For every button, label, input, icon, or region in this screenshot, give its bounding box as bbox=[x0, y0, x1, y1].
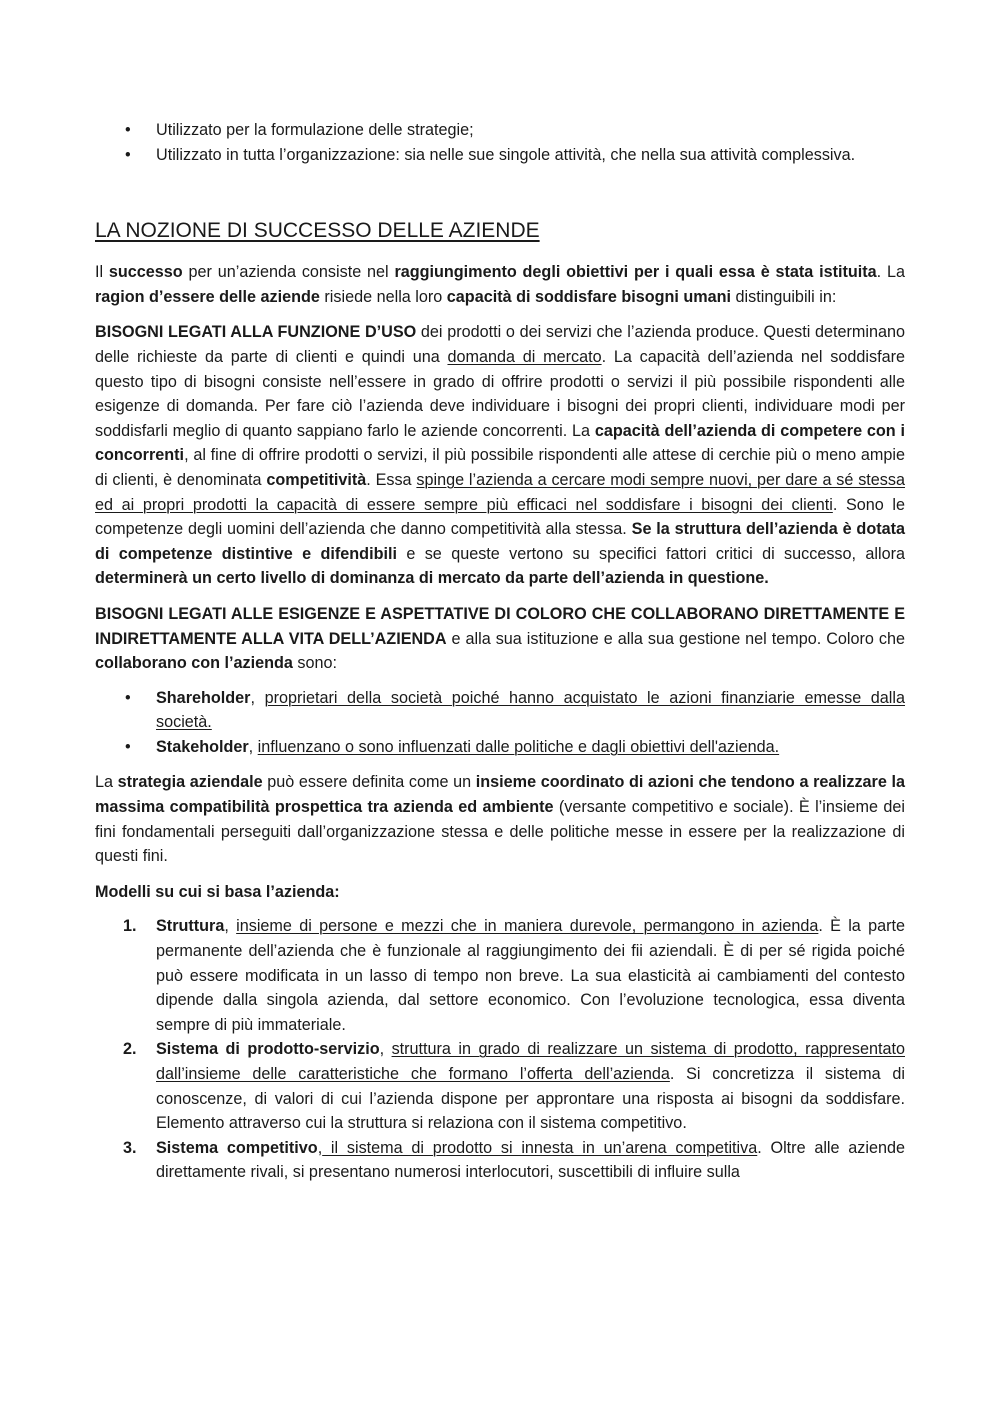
paragraph-success: Il successo per un’azienda consiste nel raggiungimento degli obiettivi per i quali essa è stata istituita. La ragion d’essere delle aziende risiede nella loro capacità di soddisfare bisogni umani distinguibili in: bbox=[95, 263, 905, 306]
list-item: 3. Sistema competitivo, il sistema di prodotto si innesta in un’arena competitiva. Oltre alle aziende direttamente rivali, si presentano numerosi interlocutori, suscettibili di influire sulla bbox=[123, 1138, 905, 1182]
list-item: • Shareholder, proprietari della società poiché hanno acquistato le azioni finanziarie emesse dalla società. bbox=[95, 686, 905, 735]
top-bullet-list bbox=[95, 118, 905, 167]
list-item: • Utilizzato in tutta l’organizzazione: sia nelle sue singole attività, che nella sua attività complessiva. bbox=[95, 143, 905, 168]
document-page bbox=[95, 118, 905, 1185]
list-item: • Stakeholder, influenzano o sono influenzati dalle politiche e dagli obiettivi dell'azienda. bbox=[95, 735, 905, 760]
models-title: Modelli su cui si basa l’azienda: bbox=[95, 882, 340, 901]
section-heading: LA NOZIONE DI SUCCESSO DELLE AZIENDE bbox=[95, 219, 540, 243]
list-item: 1. Struttura, insieme di persone e mezzi che in maniera durevole, permangono in azienda. È la parte permanente dell’azienda che è funzionale al raggiungimento dei fii aziendali. È di per sé rigida poiché può essere modificata in un lasso di tempo non breve. La sua elasticità ai cambiamenti del contesto dipende dalla singola azienda, dal settore economico. Con l’evoluzione tecnologica, essa diventa sempre di più immateriale. bbox=[123, 917, 905, 1034]
list-item: 2. Sistema di prodotto-servizio, struttura in grado di realizzare un sistema di prodotto, rappresentato dall’insieme delle caratteristiche che formano l’offerta dell’azienda. Si concretizza il sistema di conoscenze, di valori di cui l’azienda dispone per approntare una risposta ai bisogni da soddisfare. Elemento attraverso cui la struttura si relaziona con il sistema competitivo. bbox=[123, 1040, 905, 1133]
paragraph-collaborators: BISOGNI LEGATI ALLE ESIGENZE E ASPETTATIVE DI COLORO CHE COLLABORANO DIRETTAMENTE E INDIRETTAMENTE ALLA VITA DELL’AZIENDA e alla sua istituzione e alla sua gestione nel tempo. Coloro che collaborano con l’azienda sono: bbox=[95, 604, 905, 673]
stakeholder-list bbox=[95, 686, 905, 760]
list-item: • Utilizzato per la formulazione delle strategie; bbox=[95, 118, 905, 143]
paragraph-use-needs: BISOGNI LEGATI ALLA FUNZIONE D’USO dei prodotti o dei servizi che l’azienda produce. Questi determinano delle richieste da parte di clienti e quindi una domanda di mercato. La capacità dell’azienda nel soddisfare questo tipo di bisogni consiste nell’essere in grado di offrire prodotti o servizi il più possibile rispondenti alle esigenze di domanda. Per fare ciò l’azienda deve individuare i bisogni dei propri clienti, individuare modi per soddisfarli meglio di quanto sappiano farlo le aziende concorrenti. La capacità dell’azienda di competere con i concorrenti, al fine di offrire prodotti o servizi, il più possibile rispondenti alle attese di cerchie più o meno ampie di clienti, è denominata competitività. Essa spinge l’azienda a cercare modi sempre nuovi, per dare a sé stessa ed ai propri prodotti la capacità di essere sempre più efficaci nel soddisfare i bisogni dei clienti. Sono le competenze degli uomini dell’azienda che danno competitività alla stessa. Se la struttura dell’azienda è dotata di competenze distintive e difendibili e se queste vertono su specifici fattori critici di successo, allora determinerà un certo livello di dominanza di mercato da parte dell’azienda in questione. bbox=[95, 323, 905, 588]
paragraph-strategy: La strategia aziendale può essere definita come un insieme coordinato di azioni che tendono a realizzare la massima compatibilità prospettica tra azienda ed ambiente (versante competitivo e sociale). È l’insieme dei fini fondamentali perseguiti dall’organizzazione stessa e delle politiche messe in essere per la realizzazione di questi fini. bbox=[95, 773, 905, 866]
models-list bbox=[95, 914, 905, 1185]
